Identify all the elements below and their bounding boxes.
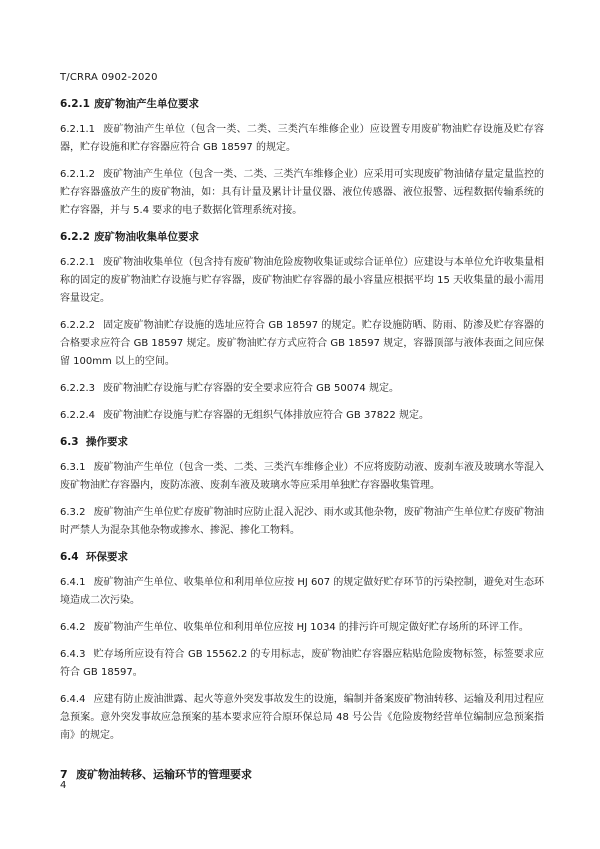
clause-6-2-2-3	[60, 380, 544, 398]
section-number: 6.2.1	[60, 98, 90, 110]
section-heading-6-2-1	[60, 96, 544, 112]
clause-6-4-3	[60, 646, 544, 682]
clause-text: 废矿物油收集单位（包含持有废矿物油危险废物收集证或综合证单位）应建设与本单位允许收集量相称的固定的废矿物油贮存设施与贮存容器，废矿物油贮存容器的最小容量应根据平均 15 天收集量的最小需用容量设定。	[60, 257, 544, 304]
clause-number: 6.3.1	[60, 462, 86, 473]
clause-number: 6.2.1.1	[60, 124, 95, 135]
clause-6-2-2-4	[60, 407, 544, 425]
chapter-title: 废矿物油转移、运输环节的管理要求	[76, 768, 252, 781]
clause-6-3-1	[60, 459, 544, 495]
document-body	[60, 96, 544, 783]
section-number: 6.4	[60, 551, 79, 563]
section-title: 废矿物油产生单位要求	[94, 98, 199, 110]
clause-text: 固定废矿物油贮存设施的选址应符合 GB 18597 的规定。贮存设施防晒、防雨、防渗及贮存容器的合格要求应符合 GB 18597 规定。废矿物油贮存方式应符合 GB 18597 规定，容器顶部与液体表面之间应保留 100mm 以上的空间。	[60, 320, 544, 367]
chapter-number: 7	[60, 768, 68, 781]
clause-text: 废矿物油产生单位、收集单位和利用单位应按 HJ 607 的规定做好贮存环节的污染控制，避免对生态环境造成二次污染。	[60, 577, 544, 606]
section-title: 环保要求	[86, 551, 128, 563]
clause-text: 废矿物油产生单位贮存废矿物油时应防止混入泥沙、雨水或其他杂物，废矿物油产生单位贮存废矿物油时严禁人为混杂其他杂物或掺水、掺泥、掺化工物料。	[60, 507, 544, 536]
section-number: 6.3	[60, 436, 79, 448]
clause-number: 6.4.3	[60, 649, 86, 660]
document-code: T/CRRA 0902-2020	[60, 72, 158, 83]
clause-number: 6.2.2.4	[60, 410, 95, 421]
clause-number: 6.2.1.2	[60, 169, 95, 180]
clause-6-2-1-1	[60, 121, 544, 157]
section-title: 废矿物油收集单位要求	[94, 231, 199, 243]
clause-6-2-1-2	[60, 166, 544, 220]
clause-text: 废矿物油产生单位、收集单位和利用单位应按 HJ 1034 的排污许可规定做好贮存场所的环评工作。	[93, 622, 529, 633]
section-number: 6.2.2	[60, 231, 90, 243]
section-heading-6-2-2	[60, 229, 544, 245]
clause-6-4-2	[60, 619, 544, 637]
clause-number: 6.2.2.2	[60, 320, 95, 331]
clause-text: 废矿物油产生单位（包含一类、二类、三类汽车维修企业）应采用可实现废矿物油储存量定量监控的贮存容器盛放产生的废矿物油，如：具有计量及累计计量仪器、液位传感器、液位报警、远程数据传输系统的贮存容器，并与 5.4 要求的电子数据化管理系统对接。	[60, 169, 544, 216]
clause-text: 贮存场所应设有符合 GB 15562.2 的专用标志，废矿物油贮存容器应粘贴危险废物标签，标签要求应符合 GB 18597。	[60, 649, 544, 678]
clause-number: 6.2.2.3	[60, 383, 95, 394]
clause-number: 6.4.4	[60, 694, 86, 705]
clause-number: 6.2.2.1	[60, 257, 95, 268]
chapter-heading-7	[60, 767, 544, 783]
section-heading-6-4	[60, 549, 544, 565]
page-number: 4	[60, 780, 67, 791]
clause-6-3-2	[60, 504, 544, 540]
clause-6-2-2-2	[60, 317, 544, 371]
section-title: 操作要求	[86, 436, 128, 448]
clause-text: 废矿物油产生单位（包含一类、二类、三类汽车维修企业）不应将废防动液、废刹车液及玻璃水等混入废矿物油贮存容器内，废防冻液、废刹车液及玻璃水等应采用单独贮存容器收集管理。	[60, 462, 544, 491]
clause-text: 废矿物油贮存设施与贮存容器的安全要求应符合 GB 50074 规定。	[103, 383, 399, 394]
clause-text: 应建有防止废油泄露、起火等意外突发事故发生的设施，编制并备案废矿物油转移、运输及利用过程应急预案。意外突发事故应急预案的基本要求应符合原环保总局 48 号公告《危险废物经营单位编制应急预案指南》的规定。	[60, 694, 544, 741]
clause-text: 废矿物油产生单位（包含一类、二类、三类汽车维修企业）应设置专用废矿物油贮存设施及贮存容器，贮存设施和贮存容器应符合 GB 18597 的规定。	[60, 124, 544, 153]
clause-6-4-1	[60, 574, 544, 610]
clause-number: 6.4.2	[60, 622, 86, 633]
clause-number: 6.4.1	[60, 577, 86, 588]
clause-6-2-2-1	[60, 254, 544, 308]
clause-6-4-4	[60, 691, 544, 745]
section-heading-6-3	[60, 434, 544, 450]
clause-number: 6.3.2	[60, 507, 86, 518]
clause-text: 废矿物油贮存设施与贮存容器的无组织气体排放应符合 GB 37822 规定。	[103, 410, 429, 421]
